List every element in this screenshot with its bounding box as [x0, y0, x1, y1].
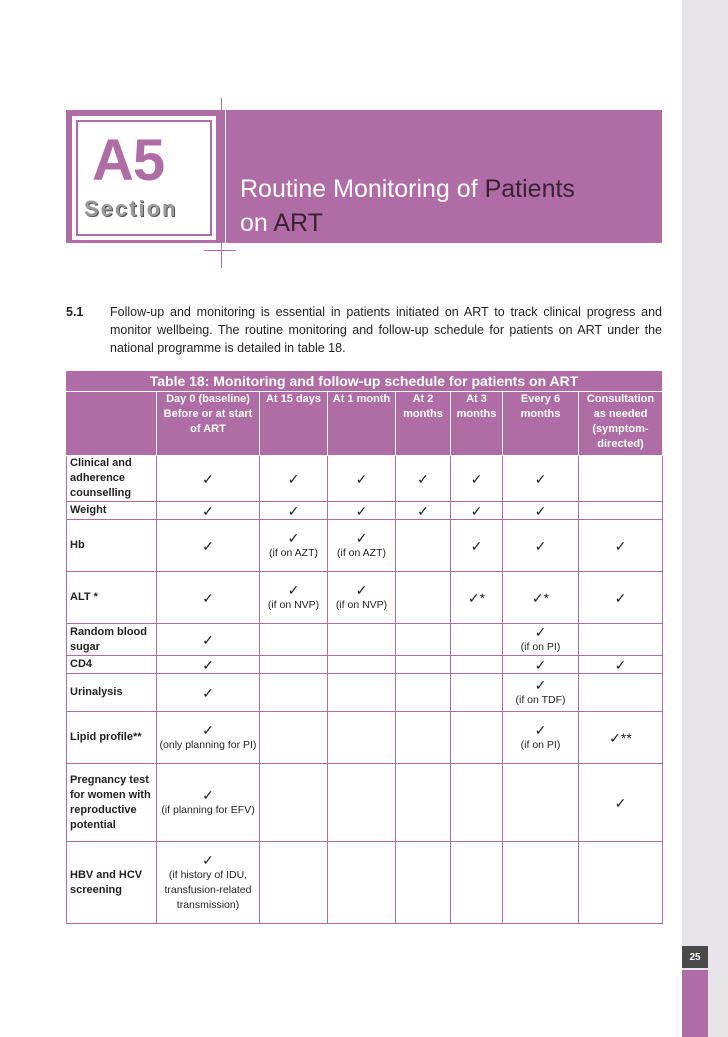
check-icon: ✓: [614, 656, 627, 673]
cell-note: (if history of IDU, transfusion-related transmission): [164, 869, 252, 911]
check-icon: ✓: [202, 589, 214, 606]
decorative-line: [221, 98, 222, 268]
column-header: Every 6 months: [503, 392, 579, 456]
check-icon: ✓: [534, 537, 547, 554]
check-icon: ✓: [202, 852, 214, 868]
column-header: Day 0 (baseline) Before or at start of ART: [157, 392, 260, 456]
cell-note: (if planning for EFV): [161, 804, 255, 816]
row-label: Lipid profile**: [67, 712, 157, 764]
check-icon: ✓: [287, 470, 300, 487]
check-icon: ✓: [287, 530, 300, 546]
check-icon: ✓**: [609, 729, 632, 746]
check-icon: ✓: [534, 722, 547, 738]
check-icon: ✓: [534, 624, 547, 640]
check-icon: ✓*: [531, 589, 550, 606]
decorative-line: [225, 110, 226, 260]
check-icon: ✓: [287, 502, 300, 519]
check-icon: ✓: [355, 530, 368, 546]
table-row: [67, 624, 663, 656]
check-icon: ✓: [614, 537, 627, 554]
row-label: Urinalysis: [67, 674, 157, 712]
paragraph-number: 5.1: [66, 305, 84, 319]
check-icon: ✓: [534, 502, 547, 519]
table-row: [67, 764, 663, 842]
check-icon: ✓: [470, 502, 483, 519]
section-badge: [72, 116, 216, 240]
cell-note: (if on AZT): [268, 547, 318, 559]
check-icon: ✓: [202, 631, 214, 648]
check-icon: ✓: [614, 589, 627, 606]
page-tab-marker: [682, 970, 708, 1037]
cell-note: (if on PI): [520, 739, 561, 751]
check-icon: ✓: [355, 470, 368, 487]
cell-note: (if on NVP): [335, 599, 388, 611]
check-icon: ✓: [202, 722, 214, 738]
cell-note: (if on AZT): [336, 547, 386, 559]
check-icon: ✓: [534, 470, 547, 487]
row-label: Pregnancy test for women with reproductive potential: [67, 764, 157, 842]
column-header: At 2 months: [396, 392, 451, 456]
table-row: [67, 674, 663, 712]
check-icon: ✓: [202, 502, 214, 519]
row-label: Random blood sugar: [67, 624, 157, 656]
check-icon: ✓: [417, 502, 429, 519]
table-row: [67, 842, 663, 924]
right-margin-band: [682, 0, 728, 1037]
cell-note: (if on PI): [520, 641, 561, 653]
paragraph-text: Follow-up and monitoring is essential in patients initiated on ART to track clinical progress and monitor wellbeing. The routine monitoring and follow-up schedule for patients on ART under the national programme is detailed in table 18.: [110, 305, 662, 355]
column-header: Consultation as needed (symptom-directed): [579, 392, 663, 456]
check-icon: ✓: [470, 470, 483, 487]
check-icon: ✓: [202, 537, 214, 554]
check-icon: ✓: [287, 582, 300, 598]
table-row: [67, 712, 663, 764]
check-icon: ✓: [470, 537, 483, 554]
row-label: Weight: [67, 502, 157, 520]
check-icon: ✓: [534, 677, 547, 693]
cell-note: (if on TDF): [515, 694, 566, 706]
table-title: Table 18: Monitoring and follow-up schedule for patients on ART: [66, 371, 662, 391]
table-row: [67, 502, 663, 520]
table-row: [67, 656, 663, 674]
row-label: ALT *: [67, 572, 157, 624]
asterisk-mark: *: [479, 589, 486, 606]
check-icon: ✓: [417, 470, 429, 487]
check-icon: ✓*: [467, 589, 486, 606]
monitoring-table: [66, 371, 662, 924]
page-number: 25: [682, 946, 708, 968]
check-icon: ✓: [202, 684, 214, 701]
cell-note: (only planning for PI): [159, 739, 257, 751]
asterisk-mark: **: [620, 729, 632, 746]
check-icon: ✓: [202, 656, 214, 673]
column-header: At 3 months: [451, 392, 503, 456]
asterisk-mark: *: [543, 589, 550, 606]
row-label: HBV and HCV screening: [67, 842, 157, 924]
column-header: At 15 days: [260, 392, 328, 456]
table-row: [67, 572, 663, 624]
cell-note: (if on NVP): [267, 599, 320, 611]
decorative-line: [204, 250, 236, 251]
check-icon: ✓: [355, 582, 368, 598]
section-code: A5: [92, 128, 165, 193]
check-icon: ✓: [355, 502, 368, 519]
check-icon: ✓: [614, 794, 627, 811]
check-icon: ✓: [202, 787, 214, 803]
check-icon: ✓: [202, 470, 214, 487]
column-header: At 1 month: [328, 392, 396, 456]
table-row: [67, 456, 663, 502]
section-title: Routine Monitoring of Patients on ART: [240, 175, 575, 237]
section-word: Section: [84, 196, 178, 221]
table-row: [67, 520, 663, 572]
row-label: CD4: [67, 656, 157, 674]
row-label: Hb: [67, 520, 157, 572]
row-label: Clinical and adherence counselling: [67, 456, 157, 502]
check-icon: ✓: [534, 656, 547, 673]
table-header-row: [67, 392, 663, 456]
header-blank-cell: [67, 392, 157, 456]
